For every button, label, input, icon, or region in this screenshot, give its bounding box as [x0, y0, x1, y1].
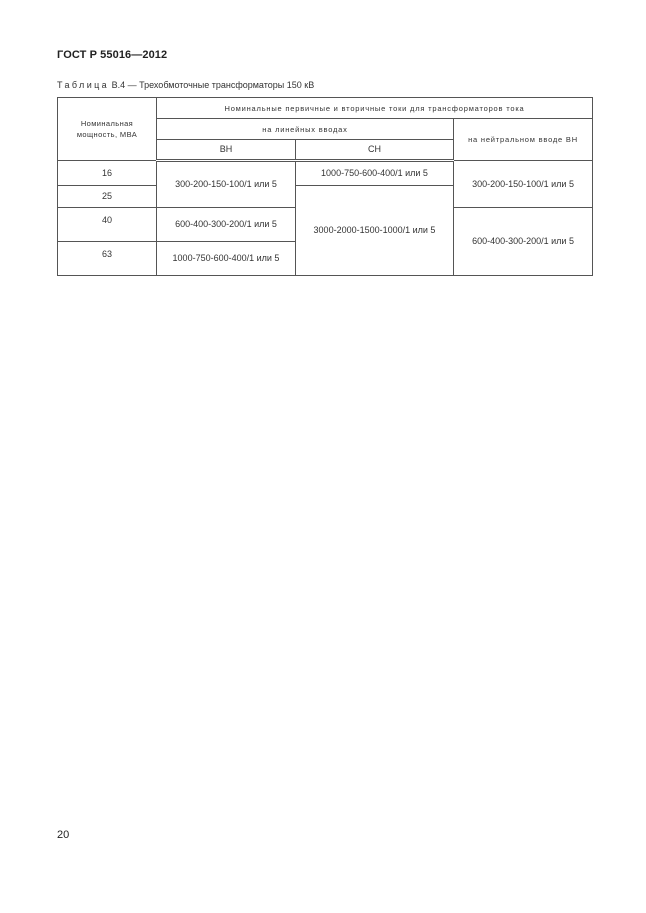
cell-power-40: 40: [58, 208, 157, 242]
cell-neutral-40-63: 600-400-300-200/1 или 5: [454, 208, 593, 276]
header-power: Номинальная мощность, МВА: [58, 98, 157, 161]
header-line-inputs: на линейных вводах: [157, 119, 454, 140]
header-currents: Номинальные первичные и вторичные токи для трансформаторов тока: [157, 98, 593, 119]
cell-vn-40: 600-400-300-200/1 или 5: [157, 208, 296, 242]
document-standard-header: ГОСТ Р 55016—2012: [57, 49, 168, 61]
cell-power-25: 25: [58, 186, 157, 208]
cell-vn-16-25: 300-200-150-100/1 или 5: [157, 161, 296, 208]
cell-sn-16: 1000-750-600-400/1 или 5: [296, 161, 454, 186]
table-caption-title: В.4 — Трехобмоточные трансформаторы 150 кВ: [109, 80, 315, 90]
cell-neutral-16-25: 300-200-150-100/1 или 5: [454, 161, 593, 208]
cell-power-63: 63: [58, 242, 157, 276]
cell-vn-63: 1000-750-600-400/1 или 5: [157, 242, 296, 276]
page-number: 20: [57, 829, 70, 841]
transformer-currents-table: [57, 97, 593, 276]
table-container: [57, 97, 592, 275]
cell-sn-25-63: 3000-2000-1500-1000/1 или 5: [296, 186, 454, 276]
header-vn: ВН: [157, 140, 296, 161]
table-caption-label: Таблица: [57, 80, 110, 90]
header-neutral-input: на нейтральном вводе ВН: [454, 119, 593, 161]
table-caption: [57, 80, 314, 90]
cell-power-16: 16: [58, 161, 157, 186]
header-sn: СН: [296, 140, 454, 161]
